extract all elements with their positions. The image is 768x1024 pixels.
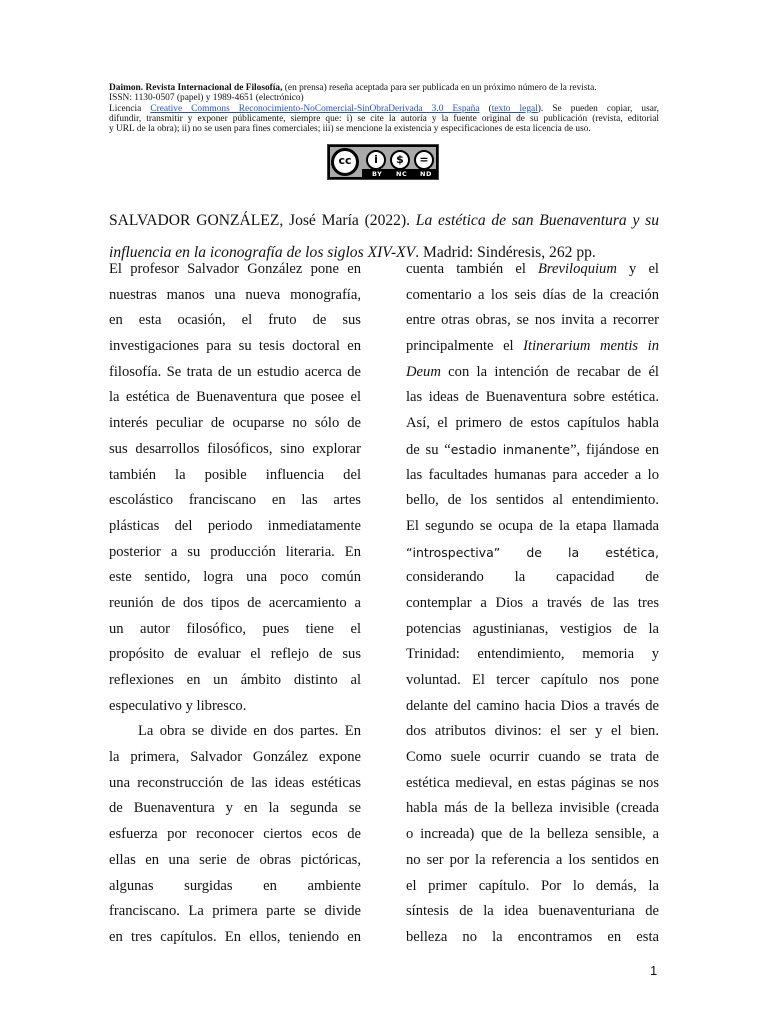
left-line: La obra se divide en dos partes. En [138,723,361,740]
left-line: propósito de evaluar el reflejo de sus [109,646,361,663]
right-line: El segundo se ocupa de la etapa llamada [406,517,659,534]
left-line: una reconstrucción de las ideas estéticas [109,774,361,791]
by-attribution-icon: i [366,150,386,170]
left-line: franciscano. La primera parte se divide [109,903,361,920]
left-line: un autor filosófico, pues tiene el [109,620,361,637]
left-line: posterior a su producción literaria. En [109,543,361,560]
right-line: las facultades humanas para acceder a lo [406,466,659,483]
left-line: de Buenaventura y en la segunda se [109,800,361,817]
citation-title-part1: La estética de san Buenaventura y su [415,212,660,229]
cc-icon-label: cc [338,154,352,167]
right-text: y el [616,261,659,277]
left-line: la primera, Salvador González expone [109,749,361,766]
right-line: comentario a los seis días de la creación [406,286,659,303]
right-line: el primer capítulo. Por lo demás, la [406,877,659,894]
right-line [406,334,659,360]
left-line: reunión de dos tipos de acercamiento a [109,594,361,611]
work-title-deum: Deum [406,363,441,380]
work-title-breviloquium: Breviloquium [538,261,617,277]
left-line: también la posible influencia del [109,466,361,483]
right-line: considerando la capacidad de [406,569,659,586]
left-line: interés peculiar de ocuparse no sólo de [109,415,361,432]
badge-label-strip [362,169,436,177]
license-line-3: y URL de la obra); ii) no se usen para fines comerciales; iii) se mencione la existencia y especificaciones de esta licencia de uso. [109,124,591,135]
left-line: este sentido, logra una poco común [109,569,361,586]
publication-status: (en prensa) reseña aceptada para ser publicada en un próximo número de la revista. [282,83,597,93]
left-line: plásticas del periodo inmediatamente [109,517,361,534]
cc-license-badge[interactable] [327,144,439,180]
nc-noncommercial-icon: $ [390,150,410,170]
right-text: estética, [605,544,659,560]
citation-line-1 [109,205,659,237]
term-introspectiva: “introspectiva” [406,544,501,560]
right-line: entre otras obras, se nos invita a recorrer [406,312,659,329]
work-title-itinerarium: Itinerarium mentis in [523,338,659,355]
right-text: la [568,544,580,560]
right-line: voluntad. El tercer capítulo nos pone [406,672,659,688]
right-line: Como suele ocurrir cuando se trata de [406,749,659,766]
journal-name: Daimon. Revista Internacional de Filosofía, [109,83,283,93]
left-column [109,257,361,951]
right-line [406,437,659,463]
license-line-1 [109,104,659,114]
right-line: delante del camino hacia Dios a través de [406,697,659,714]
right-line: las ideas de Buenaventura sobre estética. [406,389,659,406]
license-line-2: difundir, transmitir y exponer públicamente, siempre que: i) se cite la autoría y la fuente original de su publicación (revista, editorial [109,113,659,124]
right-line [406,257,659,283]
right-line [406,540,659,566]
left-line: investigaciones para su tesis doctoral en [109,338,361,355]
license-link[interactable]: Creative Commons Reconocimiento-NoComercial-SinObraDerivada 3.0 España [150,103,480,114]
left-line: en esta ocasión, el fruto de sus [109,312,361,329]
right-line: o increada) que de la belleza sensible, a [406,826,659,843]
right-line: Trinidad: entendimiento, memoria y [406,646,659,663]
by-label: BY [372,170,383,178]
nd-label: ND [420,170,432,178]
right-line: dos atributos divinos: el ser y el bien. [406,723,659,740]
header-line-1 [109,83,659,93]
left-line: la estética de Buenaventura que posee el [109,389,361,406]
left-line: en tres capítulos. En ellos, teniendo en [109,928,361,945]
left-line: ellas en una serie de obras pictóricas, [109,851,361,868]
right-text: de su “ [406,441,451,458]
legal-text-link[interactable]: texto legal [491,103,538,114]
right-text: cuenta también el [406,261,538,277]
right-line [406,360,659,386]
license-prefix: Licencia [109,103,151,114]
page-number: 1 [650,963,658,978]
left-line: filosofía. Se trata de un estudio acerca de [109,363,361,380]
right-line: estética medieval, en estas páginas se nos [406,774,659,791]
left-line: especulativo y libresco. [109,697,247,714]
right-line: síntesis de la idea buenaventuriana de [406,903,659,920]
citation-title-part2: influencia en la iconografía de los siglos XIV-XV [109,243,416,261]
left-line: reflexiones en un ámbito distinto al [109,672,361,688]
right-line: belleza no la encontramos en esta [406,928,659,945]
right-line: bello, de los sentidos al entendimiento. [406,492,659,509]
cc-icon [331,148,359,176]
left-line: El profesor Salvador González pone en [109,261,361,277]
right-line: habla más de la belleza invisible (creada [406,800,659,817]
right-line: Así, el primero de estos capítulos habla [406,415,659,432]
right-line: no ser por la referencia a los sentidos en [406,851,659,868]
left-line: esfuerza por reconocer ciertos ecos de [109,826,361,843]
nc-label: NC [396,170,408,178]
license-mid: ( [479,103,492,114]
left-line: sus desarrollos filosóficos, sino explorar [109,440,361,457]
citation-publisher: . Madrid: Sindéresis, 262 pp. [415,243,596,261]
nd-noderivatives-icon: = [414,150,434,170]
citation-author: SALVADOR GONZÁLEZ, José María (2022). [109,212,416,229]
left-line: algunas surgidas en ambiente [109,877,361,894]
journal-header [109,83,659,134]
right-column [406,257,659,951]
right-line: contemplar a Dios a través de las tres [406,594,659,611]
right-text: de [526,544,542,560]
left-line: nuestras manos una nueva monografía, [109,286,361,303]
right-text: ”, fijándose en [570,441,659,458]
left-line: escolástico franciscano en las artes [109,492,361,509]
issn-line: ISSN: 1130-0507 (papel) y 1989-4651 (electrónico) [109,93,304,104]
term-estadio-inmanente: estadio inmanente [450,441,571,457]
license-suffix: ). Se pueden copiar, usar, [537,103,659,114]
right-text: principalmente el [406,338,524,355]
right-text: con la intención de recabar de él [440,363,659,380]
right-line: potencias agustinianas, vestigios de la [406,620,659,637]
